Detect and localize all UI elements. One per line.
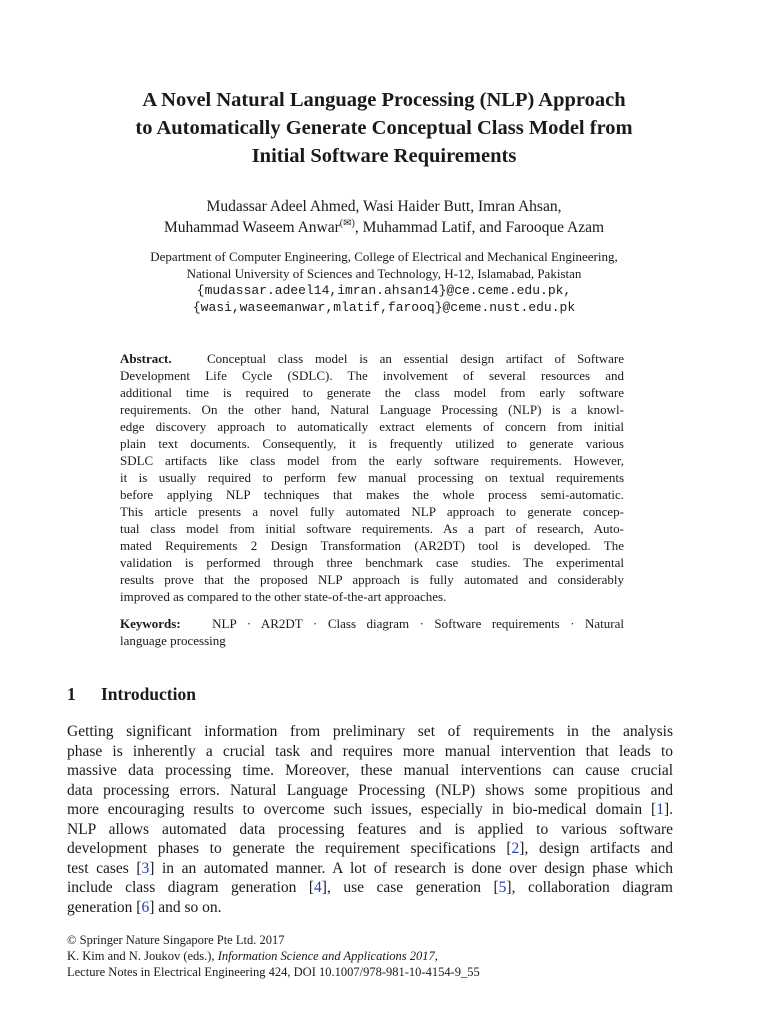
keywords — [120, 615, 624, 649]
author-list — [40, 196, 728, 238]
paper-title — [40, 86, 728, 170]
title-line: to Automatically Generate Conceptual Class Model from — [135, 117, 633, 139]
editors-text: , — [434, 949, 438, 963]
affiliation — [40, 248, 728, 316]
abstract-line: validation is performed through three benchmark case studies. The experimental — [120, 555, 624, 570]
abstract-line: mated Requirements 2 Design Transformation (AR2DT) tool is developed. The — [120, 538, 624, 553]
editors-text: K. Kim and N. Joukov (eds.), — [67, 949, 218, 963]
body-line — [67, 859, 673, 879]
affiliation-line: National University of Sciences and Technology, H-12, Islamabad, Pakistan — [186, 266, 582, 281]
affiliation-line: Department of Computer Engineering, College of Electrical and Mechanical Engineering, — [150, 249, 618, 264]
author-name: Muhammad Waseem Anwar — [163, 219, 340, 236]
body-text: ]. — [663, 801, 673, 818]
body-line — [67, 839, 673, 859]
author-line — [40, 217, 728, 238]
body-line: NLP allows automated data processing features and is applied to various software — [67, 820, 673, 838]
body-line: massive data processing time. Moreover, these manual interventions can cause crucial — [67, 762, 673, 779]
body-text: ], use case generation [ — [321, 879, 499, 896]
citation-link[interactable]: 1 — [656, 801, 664, 818]
email-line: {wasi,waseemanwar,mlatif,farooq}@ceme.nust.edu.pk — [192, 300, 576, 315]
keywords-text: NLP · AR2DT · Class diagram · Software requirements · Natural — [212, 616, 625, 631]
series-line: Lecture Notes in Electrical Engineering 424, DOI 10.1007/978-981-10-4154-9_55 — [67, 965, 480, 979]
body-line: Getting significant information from preliminary set of requirements in the analysis — [67, 723, 673, 740]
abstract-line: results prove that the proposed NLP approach is fully automated and considerably — [120, 572, 624, 587]
body-text: ] in an automated manner. A lot of research is done over design phase which — [149, 859, 674, 877]
citation-link[interactable]: 3 — [141, 859, 150, 877]
editors-line — [67, 948, 480, 964]
body-line — [67, 878, 673, 898]
body-text: ] and so on. — [149, 898, 222, 916]
abstract-line: requirements. On the other hand, Natural Language Processing (NLP) is a knowl- — [120, 402, 624, 417]
abstract-line: edge discovery approach to automatically extract elements of concern from initial — [120, 419, 624, 434]
title-line: Initial Software Requirements — [251, 145, 517, 167]
abstract-label: Abstract. — [120, 351, 172, 366]
keywords-line — [120, 615, 624, 632]
body-text: test cases [ — [67, 859, 142, 877]
abstract-line: tual class model from initial software requirements. As a part of research, Auto- — [120, 521, 624, 536]
abstract-line: SDLC artifacts like class model from the early software requirements. However, — [120, 453, 624, 468]
author-line: Mudassar Adeel Ahmed, Wasi Haider Butt, Imran Ahsan, — [206, 198, 562, 215]
body-text: ], collaboration diagram — [506, 879, 673, 896]
abstract — [120, 350, 624, 605]
body-line: phase is inherently a crucial task and requires more manual intervention that leads to — [67, 742, 673, 760]
abstract-line: plain text documents. Consequently, it is frequently utilized to generate various — [120, 436, 624, 451]
section-title: Introduction — [101, 684, 196, 704]
keywords-label: Keywords: — [120, 616, 181, 631]
envelope-icon: (✉) — [339, 217, 355, 229]
title-line: A Novel Natural Language Processing (NLP) Approach — [142, 89, 626, 111]
body-text: more encouraging results to overcome such issues, especially in bio-medical domain [ — [67, 801, 657, 818]
author-name: , Muhammad Latif, and Farooque Azam — [354, 219, 605, 236]
abstract-text: Conceptual class model is an essential design artifact of Software — [206, 351, 624, 366]
abstract-line: improved as compared to the other state-of-the-art approaches. — [120, 589, 447, 604]
email-line: {mudassar.adeel14,imran.ahsan14}@ce.ceme.edu.pk, — [196, 283, 572, 298]
citation-link[interactable]: 2 — [511, 840, 520, 857]
footer — [67, 932, 480, 980]
keywords-line: language processing — [120, 633, 226, 648]
body-text: generation [ — [67, 898, 142, 916]
book-title: Information Science and Applications 2017 — [217, 949, 435, 963]
intro-paragraph — [67, 722, 673, 917]
body-line: data processing errors. Natural Language Processing (NLP) shows some propitious and — [67, 781, 673, 799]
abstract-line: This article presents a novel fully automated NLP approach to generate concep- — [120, 504, 624, 519]
abstract-line: it is usually required to perform few manual processing on textual requirements — [120, 470, 624, 485]
section-heading — [67, 683, 196, 705]
citation-link[interactable]: 6 — [141, 898, 150, 916]
body-text: include class diagram generation [ — [67, 879, 315, 896]
citation-link[interactable]: 5 — [498, 879, 507, 896]
abstract-line — [120, 350, 624, 367]
section-number: 1 — [67, 684, 76, 704]
citation-link[interactable]: 4 — [314, 879, 322, 896]
abstract-line: before applying NLP techniques that makes the whole process semi-automatic. — [120, 487, 624, 502]
abstract-line: additional time is required to generate the class model from early software — [120, 385, 624, 400]
body-text: development phases to generate the requirement specifications [ — [67, 840, 512, 857]
body-line — [67, 898, 673, 918]
copyright-line: © Springer Nature Singapore Pte Ltd. 2017 — [67, 933, 285, 947]
abstract-line: Development Life Cycle (SDLC). The involvement of several resources and — [120, 368, 624, 383]
body-line — [67, 800, 673, 820]
body-text: ], design artifacts and — [519, 840, 673, 857]
